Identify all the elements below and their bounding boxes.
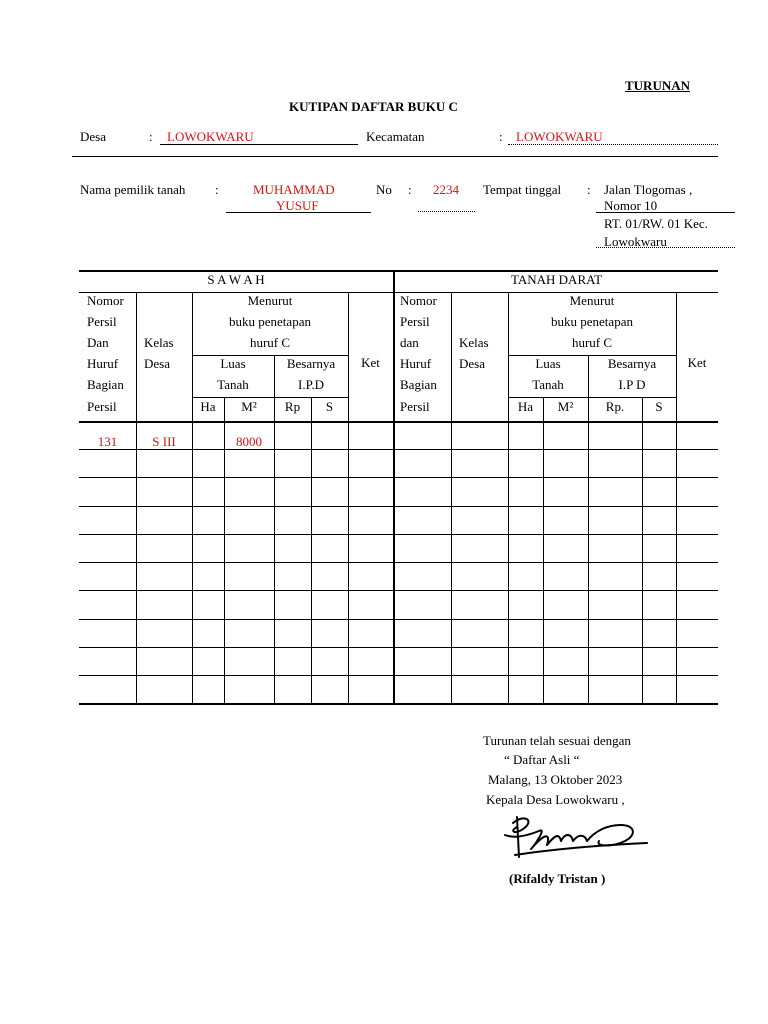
sawah-sub-s: S — [325, 399, 334, 414]
sawah-sub-rp: Rp — [284, 399, 301, 414]
row1-kelas: S III — [152, 434, 176, 449]
kecamatan-label: Kecamatan — [366, 129, 425, 144]
desa-value: LOWOKWARU — [167, 129, 254, 144]
col-border — [508, 292, 509, 705]
sawah-menurut-h3: huruf C — [249, 335, 291, 350]
table-bottom-border — [79, 703, 718, 705]
footer-line2: “ Daftar Asli “ — [504, 752, 580, 767]
col-border — [642, 397, 643, 705]
signature-name: (Rifaldy Tristan ) — [509, 871, 606, 886]
darat-persil-h2: Persil — [400, 314, 430, 329]
no-colon: : — [408, 182, 412, 197]
owner-name-line2: YUSUF — [276, 198, 319, 213]
header-divider — [72, 156, 718, 157]
kecamatan-underline — [508, 144, 718, 145]
sawah-persil-h6: Persil — [87, 399, 117, 414]
sawah-persil-h4: Huruf — [87, 356, 119, 371]
col-border — [311, 397, 312, 705]
land-register-table — [79, 270, 718, 705]
sawah-luas-h2: Tanah — [217, 377, 249, 392]
row-border — [79, 477, 718, 478]
sawah-persil-h3: Dan — [87, 335, 109, 350]
row-border — [79, 590, 718, 591]
darat-ket: Ket — [687, 355, 707, 370]
darat-sub-border — [508, 397, 676, 398]
owner-name-label: Nama pemilik tanah — [80, 182, 186, 197]
darat-luas-h2: Tanah — [532, 377, 564, 392]
sawah-kelas-h2: Desa — [144, 356, 170, 371]
sawah-menurut-h2: buku penetapan — [229, 314, 311, 329]
desa-underline — [160, 144, 358, 145]
sawah-kelas-h1: Kelas — [144, 335, 174, 350]
owner-name-line1: MUHAMMAD — [253, 182, 335, 197]
darat-besarnya-h2: I.P D — [618, 377, 646, 392]
kecamatan-colon: : — [499, 129, 503, 144]
darat-menurut-h1: Menurut — [569, 293, 615, 308]
sawah-besarnya-h2: I.P.D — [297, 377, 324, 392]
document-title: KUTIPAN DAFTAR BUKU C — [289, 99, 458, 114]
address-underline1 — [596, 212, 735, 213]
tempat-tinggal-label: Tempat tinggal — [483, 182, 562, 197]
darat-menurut-h3: huruf C — [571, 335, 613, 350]
footer-line1: Turunan telah sesuai dengan — [483, 733, 631, 748]
no-label: No — [376, 182, 392, 197]
darat-persil-h6: Persil — [400, 399, 430, 414]
sawah-sub-ha: Ha — [200, 399, 216, 414]
row-border — [79, 534, 718, 535]
footer-line3: Malang, 13 Oktober 2023 — [488, 772, 623, 787]
sawah-menurut-h1: Menurut — [247, 293, 293, 308]
signature-icon — [495, 805, 655, 865]
header-bottom-border — [79, 421, 718, 423]
darat-kelas-h1: Kelas — [459, 335, 489, 350]
owner-name-colon: : — [215, 182, 219, 197]
darat-menurut-h2: buku penetapan — [551, 314, 633, 329]
sawah-title: S A W A H — [207, 272, 265, 287]
row-border — [79, 562, 718, 563]
section-title-border — [79, 292, 718, 293]
sawah-besarnya-h1: Besarnya — [286, 356, 336, 371]
desa-colon: : — [149, 129, 153, 144]
row-border — [79, 449, 718, 450]
darat-sub-m2: M² — [557, 399, 574, 414]
sawah-sub-border — [192, 397, 348, 398]
darat-persil-h5: Bagian — [400, 377, 437, 392]
section-divider — [393, 270, 395, 705]
darat-luas-h1: Luas — [535, 356, 561, 371]
tempat-tinggal-colon: : — [587, 182, 591, 197]
desa-label: Desa — [80, 129, 106, 144]
col-border — [136, 292, 137, 705]
darat-title: TANAH DARAT — [510, 272, 603, 287]
darat-persil-h3: dan — [400, 335, 419, 350]
sawah-persil-h2: Persil — [87, 314, 117, 329]
address-line1: Jalan Tlogomas , — [604, 182, 693, 197]
address-line2: Nomor 10 — [604, 198, 658, 213]
sawah-sub-m2: M² — [241, 399, 257, 414]
row1-m2: 8000 — [236, 434, 262, 449]
table-top-border — [79, 270, 718, 272]
sawah-persil-h1: Nomor — [87, 293, 124, 308]
kecamatan-value: LOWOKWARU — [516, 129, 603, 144]
no-underline — [418, 211, 475, 212]
darat-sub-s: S — [655, 399, 663, 414]
col-border — [348, 292, 349, 705]
no-value: 2234 — [433, 182, 459, 197]
col-border — [192, 292, 193, 705]
sawah-ket: Ket — [361, 355, 380, 370]
row-border — [79, 506, 718, 507]
footer-line4: Kepala Desa Lowokwaru , — [486, 792, 625, 807]
row-border — [79, 675, 718, 676]
sawah-persil-h5: Bagian — [87, 377, 124, 392]
address-line4: Lowokwaru — [604, 234, 667, 249]
sawah-luas-h1: Luas — [220, 356, 246, 371]
address-underline2 — [596, 247, 735, 248]
darat-persil-h4: Huruf — [400, 356, 432, 371]
darat-sub-rp: Rp. — [605, 399, 625, 414]
col-border — [451, 292, 452, 705]
row-border — [79, 647, 718, 648]
darat-persil-h1: Nomor — [400, 293, 437, 308]
row-border — [79, 619, 718, 620]
owner-name-underline — [226, 212, 371, 213]
darat-besarnya-h1: Besarnya — [607, 356, 657, 371]
row1-persil: 131 — [97, 434, 118, 449]
turunan-label: TURUNAN — [625, 78, 690, 93]
col-border — [543, 397, 544, 705]
darat-kelas-h2: Desa — [459, 356, 485, 371]
col-border — [676, 292, 677, 705]
address-line3: RT. 01/RW. 01 Kec. — [604, 216, 708, 231]
darat-sub-ha: Ha — [517, 399, 534, 414]
